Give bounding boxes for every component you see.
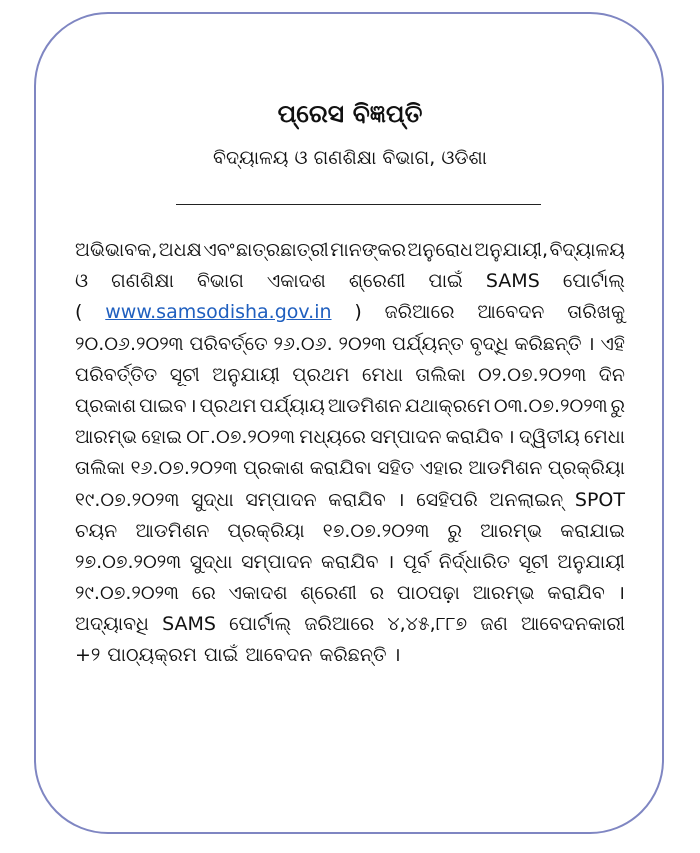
body-word: SPOT (574, 488, 625, 511)
body-word: ପାଇଁ (203, 644, 239, 667)
body-word: ଦିନ (598, 363, 625, 386)
body-word: ଆରମ୍ଭ (472, 582, 535, 605)
body-word: ପ୍ରକାଶ (75, 394, 137, 417)
body-word: ୧୯.୦୭.୨୦୨୩ (75, 488, 180, 511)
body-word: ଅଭିଭାବକ, (75, 239, 158, 261)
body-word: ଜରିଆରେ (304, 613, 375, 636)
body-word: କରାଯିବ (445, 426, 504, 449)
press-release-body (75, 235, 625, 672)
body-word: ସୁଦ୍ଧା (189, 550, 233, 573)
body-word: ମେଧା (361, 363, 403, 386)
body-word: ) (354, 301, 362, 324)
body-word: ଅଦ୍ୟାବଧି (75, 613, 149, 636)
body-word: ପ୍ରଥମ (292, 363, 350, 386)
body-word: ସମ୍ପାଦନ (370, 426, 442, 449)
body-word: ସମ୍ପାଦନ (245, 488, 317, 511)
body-text-line (75, 609, 625, 640)
body-word: ପ୍ରକାଶ (243, 457, 305, 480)
body-word: ପାଠ୍ୟକ୍ରମ (107, 644, 197, 667)
body-word: କରାଯିବା (309, 457, 372, 480)
body-text-line (75, 547, 625, 578)
body-word: ବୃଦ୍ଧି (469, 332, 509, 355)
body-word: ପୋର୍ଟାଲ୍ (562, 270, 625, 293)
body-word: ର (369, 582, 385, 605)
body-word: । (397, 488, 405, 511)
body-word: ଜଣ (480, 613, 508, 636)
body-word: ୨୦.୦୬.୨୦୨୩ (75, 332, 184, 355)
body-word: ଆବେଦନ (245, 644, 313, 667)
body-text-line (75, 640, 625, 671)
body-word: ( (75, 301, 83, 324)
body-word: ଏକାଦଶ (266, 270, 326, 293)
body-word: କରାଯାଇ (560, 519, 625, 542)
body-word: ୦୮.୦୭.୨୦୨୩ (186, 426, 296, 449)
body-word: ଶ୍ରେଣୀ (348, 270, 406, 293)
body-text-line (75, 235, 625, 266)
body-word: ଆବେଦନକାରୀ (521, 613, 625, 636)
body-word: ଆବେଦନ (477, 301, 545, 324)
body-word: ତାଲିକା (75, 457, 126, 480)
body-text-line (75, 391, 625, 422)
body-word: । (393, 644, 401, 667)
body-word: ଆରମ୍ଭ (480, 519, 543, 542)
body-word: ଏବଂ (203, 239, 235, 261)
body-word: ପରିବର୍ତ୍ତିତ (75, 363, 158, 386)
body-text-line (75, 329, 625, 360)
body-word: ପର୍ଯ୍ୟାୟ (259, 394, 325, 417)
body-word: । (507, 426, 515, 449)
body-text-line (75, 266, 625, 297)
body-word: ପୋର୍ଟାଲ୍ (229, 613, 292, 636)
body-text-line (75, 485, 625, 516)
body-word: ପାଠପଢ଼ା (396, 582, 460, 605)
body-word: ସୁଦ୍ଧା (191, 488, 234, 511)
body-word: ଆରମ୍ଭ (75, 426, 137, 449)
body-word: ଅନୁରୋଧ (407, 239, 473, 261)
body-word: ୨୯.୦୭.୨୦୨୩ (75, 582, 179, 605)
body-word: +୨ (75, 644, 101, 667)
body-word: ସମ୍ପାଦନ (241, 550, 313, 573)
body-text-line (75, 516, 625, 547)
body-word: ଯଥାକ୍ରମେ (404, 394, 491, 417)
body-word: । (189, 394, 197, 417)
body-word: ଆଡମିଶନ (135, 519, 210, 542)
body-word: ଅନୁଯାୟୀ (212, 363, 280, 386)
body-word: ଅନଲାଇନ୍ (489, 488, 564, 511)
press-release-title: ପ୍ରେସ ବିଜ୍ଞପ୍ତି (277, 99, 423, 128)
body-word: ୨୬.୦୬. (273, 332, 333, 355)
body-word: ୪,୪୫,୮୮୭ (387, 613, 468, 636)
body-text-line (75, 297, 625, 328)
body-text-line (75, 422, 625, 453)
body-word: ତାଲିକା (415, 363, 466, 386)
body-word: କରିଛନ୍ତି (319, 644, 387, 667)
body-word: ପାଇବ (139, 394, 187, 417)
body-word: ପରିବର୍ତ୍ତେ (189, 332, 268, 355)
department-subtitle: ବିଦ୍ୟାଳୟ ଓ ଗଣଶିକ୍ଷା ବିଭାଗ, ଓଡିଶା (213, 147, 487, 169)
body-word: ମଧ୍ୟରେ (299, 426, 366, 449)
body-word: ପୂର୍ବ (402, 550, 431, 573)
body-word: ହୋଇ (141, 426, 182, 449)
body-word: SAMS (162, 613, 216, 636)
body-word: ସହିତ (377, 457, 415, 480)
body-word: ମାନଙ୍କର (330, 239, 406, 261)
body-word: ଅନୁଯାୟୀ (557, 550, 625, 573)
body-word: ଦ୍ୱିତୀୟ (519, 426, 580, 449)
body-word: ଏହାର (419, 457, 463, 480)
body-word: କରାଯିବ (321, 550, 379, 573)
body-word: ମେଧା (584, 426, 625, 449)
body-word: ରୁ (610, 394, 625, 417)
body-word: । (617, 582, 625, 605)
body-word: ୦୩.୦୭.୨୦୨୩ (493, 394, 608, 417)
body-word: ଅନୁଯାୟୀ, (474, 239, 549, 261)
body-word: ଛାତ୍ରଛାତ୍ରୀ (235, 239, 329, 261)
body-word: ସୂଚୀ (169, 363, 200, 386)
body-text-line (75, 578, 625, 609)
body-word: ରେ (191, 582, 216, 605)
body-word: ତାରିଖକୁ (567, 301, 625, 324)
body-word: ଏହି (600, 332, 625, 355)
body-word: ୦୨.୦୭.୨୦୨୩ (477, 363, 587, 386)
body-word: ଆଡମିଶନ (327, 394, 402, 417)
website-link[interactable]: www.samsodisha.gov.in (105, 301, 332, 324)
body-word: ପ୍ରକ୍ରିୟା (227, 519, 305, 542)
body-word: । (387, 550, 395, 573)
body-word: ବିଭାଗ (196, 270, 244, 293)
body-word: । (587, 332, 595, 355)
body-word: ଓ (75, 270, 89, 293)
body-word: ସେହିପରି (416, 488, 478, 511)
body-word: ୧୬.୦୭.୨୦୨୩ (130, 457, 238, 480)
body-word: ବିଦ୍ୟାଳୟ (549, 239, 625, 261)
body-text-line (75, 453, 625, 484)
body-word: ୧୭.୦୭.୨୦୨୩ (322, 519, 430, 542)
body-word: କରିଛନ୍ତି (514, 332, 582, 355)
body-word: ଶ୍ରେଣୀ (300, 582, 357, 605)
body-word: ରୁ (447, 519, 462, 542)
body-word: ଅଧକ୍ଷ (158, 239, 202, 261)
body-word: ଏକାଦଶ (228, 582, 288, 605)
body-word: ପର୍ଯ୍ୟନ୍ତ (391, 332, 464, 355)
body-word: ଜରିଆରେ (384, 301, 455, 324)
body-word: ଗଣଶିକ୍ଷା (111, 270, 174, 293)
body-word: ସୂଚୀ (518, 550, 549, 573)
body-word: ପ୍ରକ୍ରିୟା (547, 457, 625, 480)
body-word: ୨୦୨୩ (338, 332, 387, 355)
body-word: କରାଯିବ (547, 582, 605, 605)
body-text-line (75, 360, 625, 391)
body-word: ନିର୍ଦ୍ଧାରିତ (438, 550, 511, 573)
body-word: ୨୭.୦୭.୨୦୨୩ (75, 550, 182, 573)
body-word: ଆଡମିଶନ (468, 457, 543, 480)
body-word: ପାଇଁ (428, 270, 463, 293)
body-word: ଚୟନ (75, 519, 118, 542)
body-word: କରାଯିବ (328, 488, 386, 511)
divider-line (176, 204, 541, 205)
body-word: SAMS (485, 270, 540, 293)
body-word: ପ୍ରଥମ (199, 394, 257, 417)
